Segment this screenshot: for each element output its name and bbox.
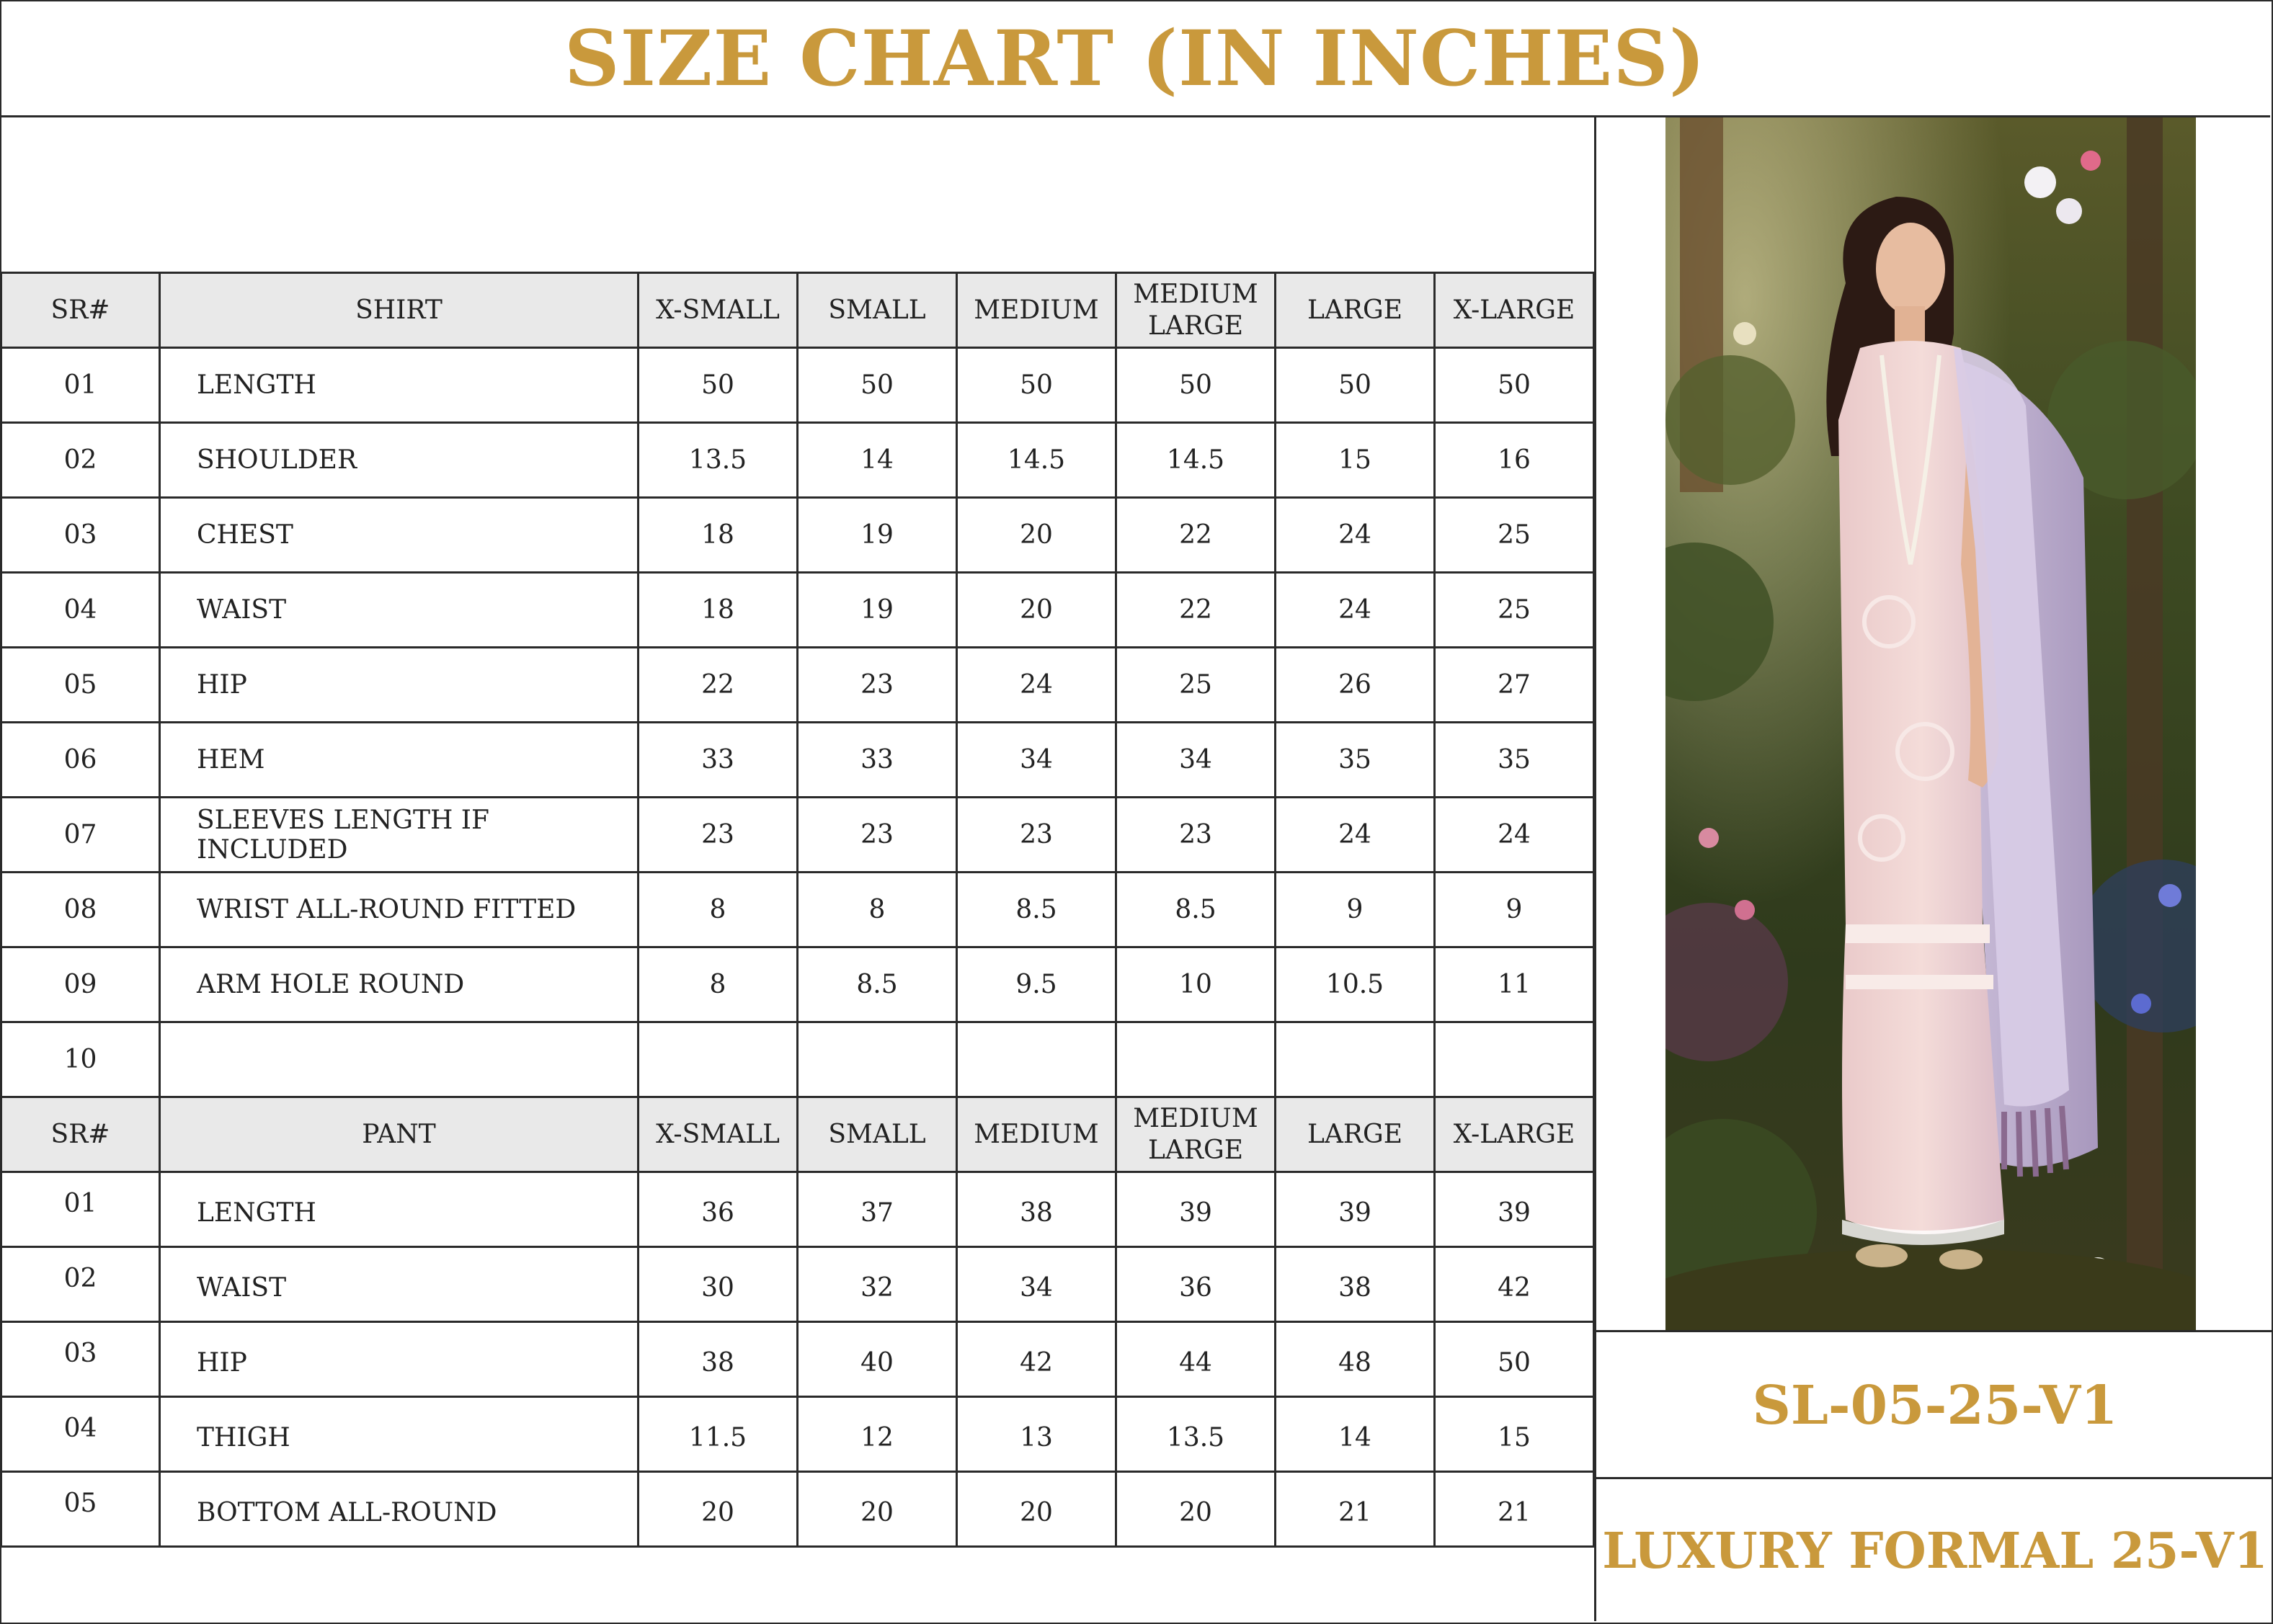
pant-value-cell: 39 bbox=[1435, 1172, 1594, 1247]
shirt-value-cell: 8.5 bbox=[798, 947, 957, 1022]
shirt-value-cell: 23 bbox=[798, 648, 957, 723]
pant-value-cell: 37 bbox=[798, 1172, 957, 1247]
shirt-value-cell: 22 bbox=[1116, 573, 1276, 648]
shirt-sr-cell: 06 bbox=[1, 723, 160, 798]
shirt-header-cell: MEDIUM LARGE bbox=[1116, 273, 1276, 348]
shirt-value-cell: 14 bbox=[798, 423, 957, 498]
model-photo bbox=[1665, 117, 2196, 1330]
pant-value-cell: 40 bbox=[798, 1322, 957, 1397]
shirt-value-cell: 11 bbox=[1435, 947, 1594, 1022]
shirt-header-cell: MEDIUM bbox=[957, 273, 1116, 348]
shirt-value-cell: 24 bbox=[1276, 798, 1435, 873]
pant-header-cell: LARGE bbox=[1276, 1097, 1435, 1172]
pant-value-cell: 36 bbox=[639, 1172, 798, 1247]
pant-value-cell: 38 bbox=[957, 1172, 1116, 1247]
shirt-value-cell: 50 bbox=[1276, 348, 1435, 423]
shirt-value-cell: 19 bbox=[798, 573, 957, 648]
size-chart-table bbox=[0, 272, 1595, 1548]
shirt-value-cell bbox=[1276, 1022, 1435, 1097]
shirt-value-cell: 34 bbox=[1116, 723, 1276, 798]
shirt-row bbox=[1, 573, 1594, 648]
shirt-value-cell: 15 bbox=[1276, 423, 1435, 498]
shirt-header-cell: SMALL bbox=[798, 273, 957, 348]
side-panel bbox=[1594, 117, 2273, 1621]
shirt-value-cell: 14.5 bbox=[957, 423, 1116, 498]
shirt-value-cell: 50 bbox=[798, 348, 957, 423]
pant-value-cell: 13.5 bbox=[1116, 1397, 1276, 1472]
pant-header-cell: PANT bbox=[160, 1097, 639, 1172]
shirt-value-cell: 25 bbox=[1435, 573, 1594, 648]
shirt-value-cell: 33 bbox=[798, 723, 957, 798]
shirt-value-cell: 8.5 bbox=[957, 873, 1116, 947]
collection-name: LUXURY FORMAL 25-V1 bbox=[1602, 1522, 2268, 1580]
pant-value-cell: 42 bbox=[1435, 1247, 1594, 1322]
shirt-header-row bbox=[1, 273, 1594, 348]
shirt-header-cell: SR# bbox=[1, 273, 160, 348]
shirt-value-cell: 24 bbox=[957, 648, 1116, 723]
pant-value-cell: 20 bbox=[639, 1472, 798, 1547]
shirt-header-cell: LARGE bbox=[1276, 273, 1435, 348]
pant-value-cell: 15 bbox=[1435, 1397, 1594, 1472]
pant-measure-cell: HIP bbox=[160, 1322, 639, 1397]
shirt-value-cell: 22 bbox=[639, 648, 798, 723]
title-bar bbox=[0, 0, 2270, 117]
shirt-value-cell: 19 bbox=[798, 498, 957, 573]
pant-sr-cell: 04 bbox=[1, 1397, 160, 1472]
shirt-header-cell: SHIRT bbox=[160, 273, 639, 348]
shirt-value-cell: 8.5 bbox=[1116, 873, 1276, 947]
pant-header-cell: MEDIUM bbox=[957, 1097, 1116, 1172]
pant-value-cell: 20 bbox=[1116, 1472, 1276, 1547]
shirt-measure-cell: CHEST bbox=[160, 498, 639, 573]
shirt-value-cell: 50 bbox=[1435, 348, 1594, 423]
pant-value-cell: 48 bbox=[1276, 1322, 1435, 1397]
pant-value-cell: 36 bbox=[1116, 1247, 1276, 1322]
pant-value-cell: 50 bbox=[1435, 1322, 1594, 1397]
shirt-header-cell: X-SMALL bbox=[639, 273, 798, 348]
pant-value-cell: 14 bbox=[1276, 1397, 1435, 1472]
shirt-value-cell: 20 bbox=[957, 573, 1116, 648]
pant-header-cell: MEDIUM LARGE bbox=[1116, 1097, 1276, 1172]
shirt-header-cell: X-LARGE bbox=[1435, 273, 1594, 348]
pant-row bbox=[1, 1472, 1594, 1547]
pant-measure-cell: LENGTH bbox=[160, 1172, 639, 1247]
shirt-value-cell bbox=[1116, 1022, 1276, 1097]
shirt-measure-cell: HIP bbox=[160, 648, 639, 723]
pant-sr-cell: 02 bbox=[1, 1247, 160, 1322]
shirt-value-cell: 25 bbox=[1116, 648, 1276, 723]
shirt-value-cell: 34 bbox=[957, 723, 1116, 798]
pant-row bbox=[1, 1247, 1594, 1322]
shirt-row bbox=[1, 348, 1594, 423]
shirt-value-cell: 23 bbox=[798, 798, 957, 873]
pant-sr-cell: 05 bbox=[1, 1472, 160, 1547]
pant-row bbox=[1, 1322, 1594, 1397]
shirt-value-cell: 23 bbox=[639, 798, 798, 873]
shirt-measure-cell: LENGTH bbox=[160, 348, 639, 423]
shirt-value-cell: 24 bbox=[1276, 498, 1435, 573]
shirt-sr-cell: 08 bbox=[1, 873, 160, 947]
shirt-value-cell: 8 bbox=[639, 947, 798, 1022]
shirt-sr-cell: 05 bbox=[1, 648, 160, 723]
pant-value-cell: 32 bbox=[798, 1247, 957, 1322]
pant-header-cell: X-LARGE bbox=[1435, 1097, 1594, 1172]
pant-value-cell: 42 bbox=[957, 1322, 1116, 1397]
pant-value-cell: 21 bbox=[1435, 1472, 1594, 1547]
shirt-value-cell bbox=[957, 1022, 1116, 1097]
blank-area bbox=[0, 117, 1593, 272]
shirt-value-cell: 24 bbox=[1276, 573, 1435, 648]
shirt-value-cell: 24 bbox=[1435, 798, 1594, 873]
pant-header-cell: X-SMALL bbox=[639, 1097, 798, 1172]
pant-value-cell: 39 bbox=[1276, 1172, 1435, 1247]
pant-value-cell: 11.5 bbox=[639, 1397, 798, 1472]
pant-value-cell: 38 bbox=[639, 1322, 798, 1397]
pant-value-cell: 39 bbox=[1116, 1172, 1276, 1247]
shirt-value-cell bbox=[1435, 1022, 1594, 1097]
pant-header-cell: SR# bbox=[1, 1097, 160, 1172]
shirt-row bbox=[1, 947, 1594, 1022]
shirt-value-cell: 50 bbox=[957, 348, 1116, 423]
shirt-sr-cell: 02 bbox=[1, 423, 160, 498]
shirt-value-cell: 50 bbox=[1116, 348, 1276, 423]
shirt-row bbox=[1, 498, 1594, 573]
shirt-measure-cell: WRIST ALL-ROUND FITTED bbox=[160, 873, 639, 947]
shirt-value-cell: 33 bbox=[639, 723, 798, 798]
pant-row bbox=[1, 1397, 1594, 1472]
shirt-row bbox=[1, 423, 1594, 498]
pant-value-cell: 20 bbox=[798, 1472, 957, 1547]
shirt-value-cell: 10.5 bbox=[1276, 947, 1435, 1022]
shirt-value-cell: 23 bbox=[957, 798, 1116, 873]
pant-measure-cell: BOTTOM ALL-ROUND bbox=[160, 1472, 639, 1547]
shirt-measure-cell bbox=[160, 1022, 639, 1097]
shirt-row bbox=[1, 798, 1594, 873]
pant-sr-cell: 03 bbox=[1, 1322, 160, 1397]
shirt-sr-cell: 10 bbox=[1, 1022, 160, 1097]
shirt-value-cell: 35 bbox=[1435, 723, 1594, 798]
shirt-sr-cell: 01 bbox=[1, 348, 160, 423]
shirt-value-cell: 8 bbox=[798, 873, 957, 947]
shirt-row bbox=[1, 1022, 1594, 1097]
shirt-sr-cell: 03 bbox=[1, 498, 160, 573]
pant-measure-cell: WAIST bbox=[160, 1247, 639, 1322]
shirt-value-cell: 20 bbox=[957, 498, 1116, 573]
shirt-value-cell bbox=[798, 1022, 957, 1097]
shirt-sr-cell: 07 bbox=[1, 798, 160, 873]
shirt-measure-cell: SLEEVES LENGTH IF INCLUDED bbox=[160, 798, 639, 873]
shirt-value-cell: 9 bbox=[1276, 873, 1435, 947]
pant-value-cell: 20 bbox=[957, 1472, 1116, 1547]
product-code: SL-05-25-V1 bbox=[1752, 1375, 2118, 1437]
pant-value-cell: 21 bbox=[1276, 1472, 1435, 1547]
shirt-value-cell: 14.5 bbox=[1116, 423, 1276, 498]
shirt-value-cell bbox=[639, 1022, 798, 1097]
shirt-value-cell: 25 bbox=[1435, 498, 1594, 573]
shirt-value-cell: 22 bbox=[1116, 498, 1276, 573]
shirt-sr-cell: 04 bbox=[1, 573, 160, 648]
shirt-row bbox=[1, 723, 1594, 798]
shirt-value-cell: 8 bbox=[639, 873, 798, 947]
shirt-value-cell: 18 bbox=[639, 573, 798, 648]
shirt-value-cell: 16 bbox=[1435, 423, 1594, 498]
shirt-value-cell: 35 bbox=[1276, 723, 1435, 798]
shirt-value-cell: 50 bbox=[639, 348, 798, 423]
shirt-value-cell: 9.5 bbox=[957, 947, 1116, 1022]
shirt-measure-cell: ARM HOLE ROUND bbox=[160, 947, 639, 1022]
shirt-measure-cell: HEM bbox=[160, 723, 639, 798]
pant-value-cell: 30 bbox=[639, 1247, 798, 1322]
pant-header-row bbox=[1, 1097, 1594, 1172]
pant-value-cell: 34 bbox=[957, 1247, 1116, 1322]
shirt-value-cell: 27 bbox=[1435, 648, 1594, 723]
pant-header-cell: SMALL bbox=[798, 1097, 957, 1172]
pant-value-cell: 13 bbox=[957, 1397, 1116, 1472]
pant-measure-cell: THIGH bbox=[160, 1397, 639, 1472]
product-code-box bbox=[1596, 1330, 2273, 1479]
collection-box bbox=[1596, 1477, 2273, 1623]
pant-value-cell: 38 bbox=[1276, 1247, 1435, 1322]
shirt-measure-cell: SHOULDER bbox=[160, 423, 639, 498]
shirt-value-cell: 10 bbox=[1116, 947, 1276, 1022]
page-title: SIZE CHART (IN INCHES) bbox=[564, 12, 1706, 103]
shirt-measure-cell: WAIST bbox=[160, 573, 639, 648]
shirt-row bbox=[1, 648, 1594, 723]
pant-value-cell: 44 bbox=[1116, 1322, 1276, 1397]
shirt-value-cell: 18 bbox=[639, 498, 798, 573]
shirt-value-cell: 13.5 bbox=[639, 423, 798, 498]
pant-sr-cell: 01 bbox=[1, 1172, 160, 1247]
pant-value-cell: 12 bbox=[798, 1397, 957, 1472]
shirt-value-cell: 26 bbox=[1276, 648, 1435, 723]
shirt-value-cell: 23 bbox=[1116, 798, 1276, 873]
shirt-value-cell: 9 bbox=[1435, 873, 1594, 947]
shirt-sr-cell: 09 bbox=[1, 947, 160, 1022]
shirt-row bbox=[1, 873, 1594, 947]
pant-row bbox=[1, 1172, 1594, 1247]
